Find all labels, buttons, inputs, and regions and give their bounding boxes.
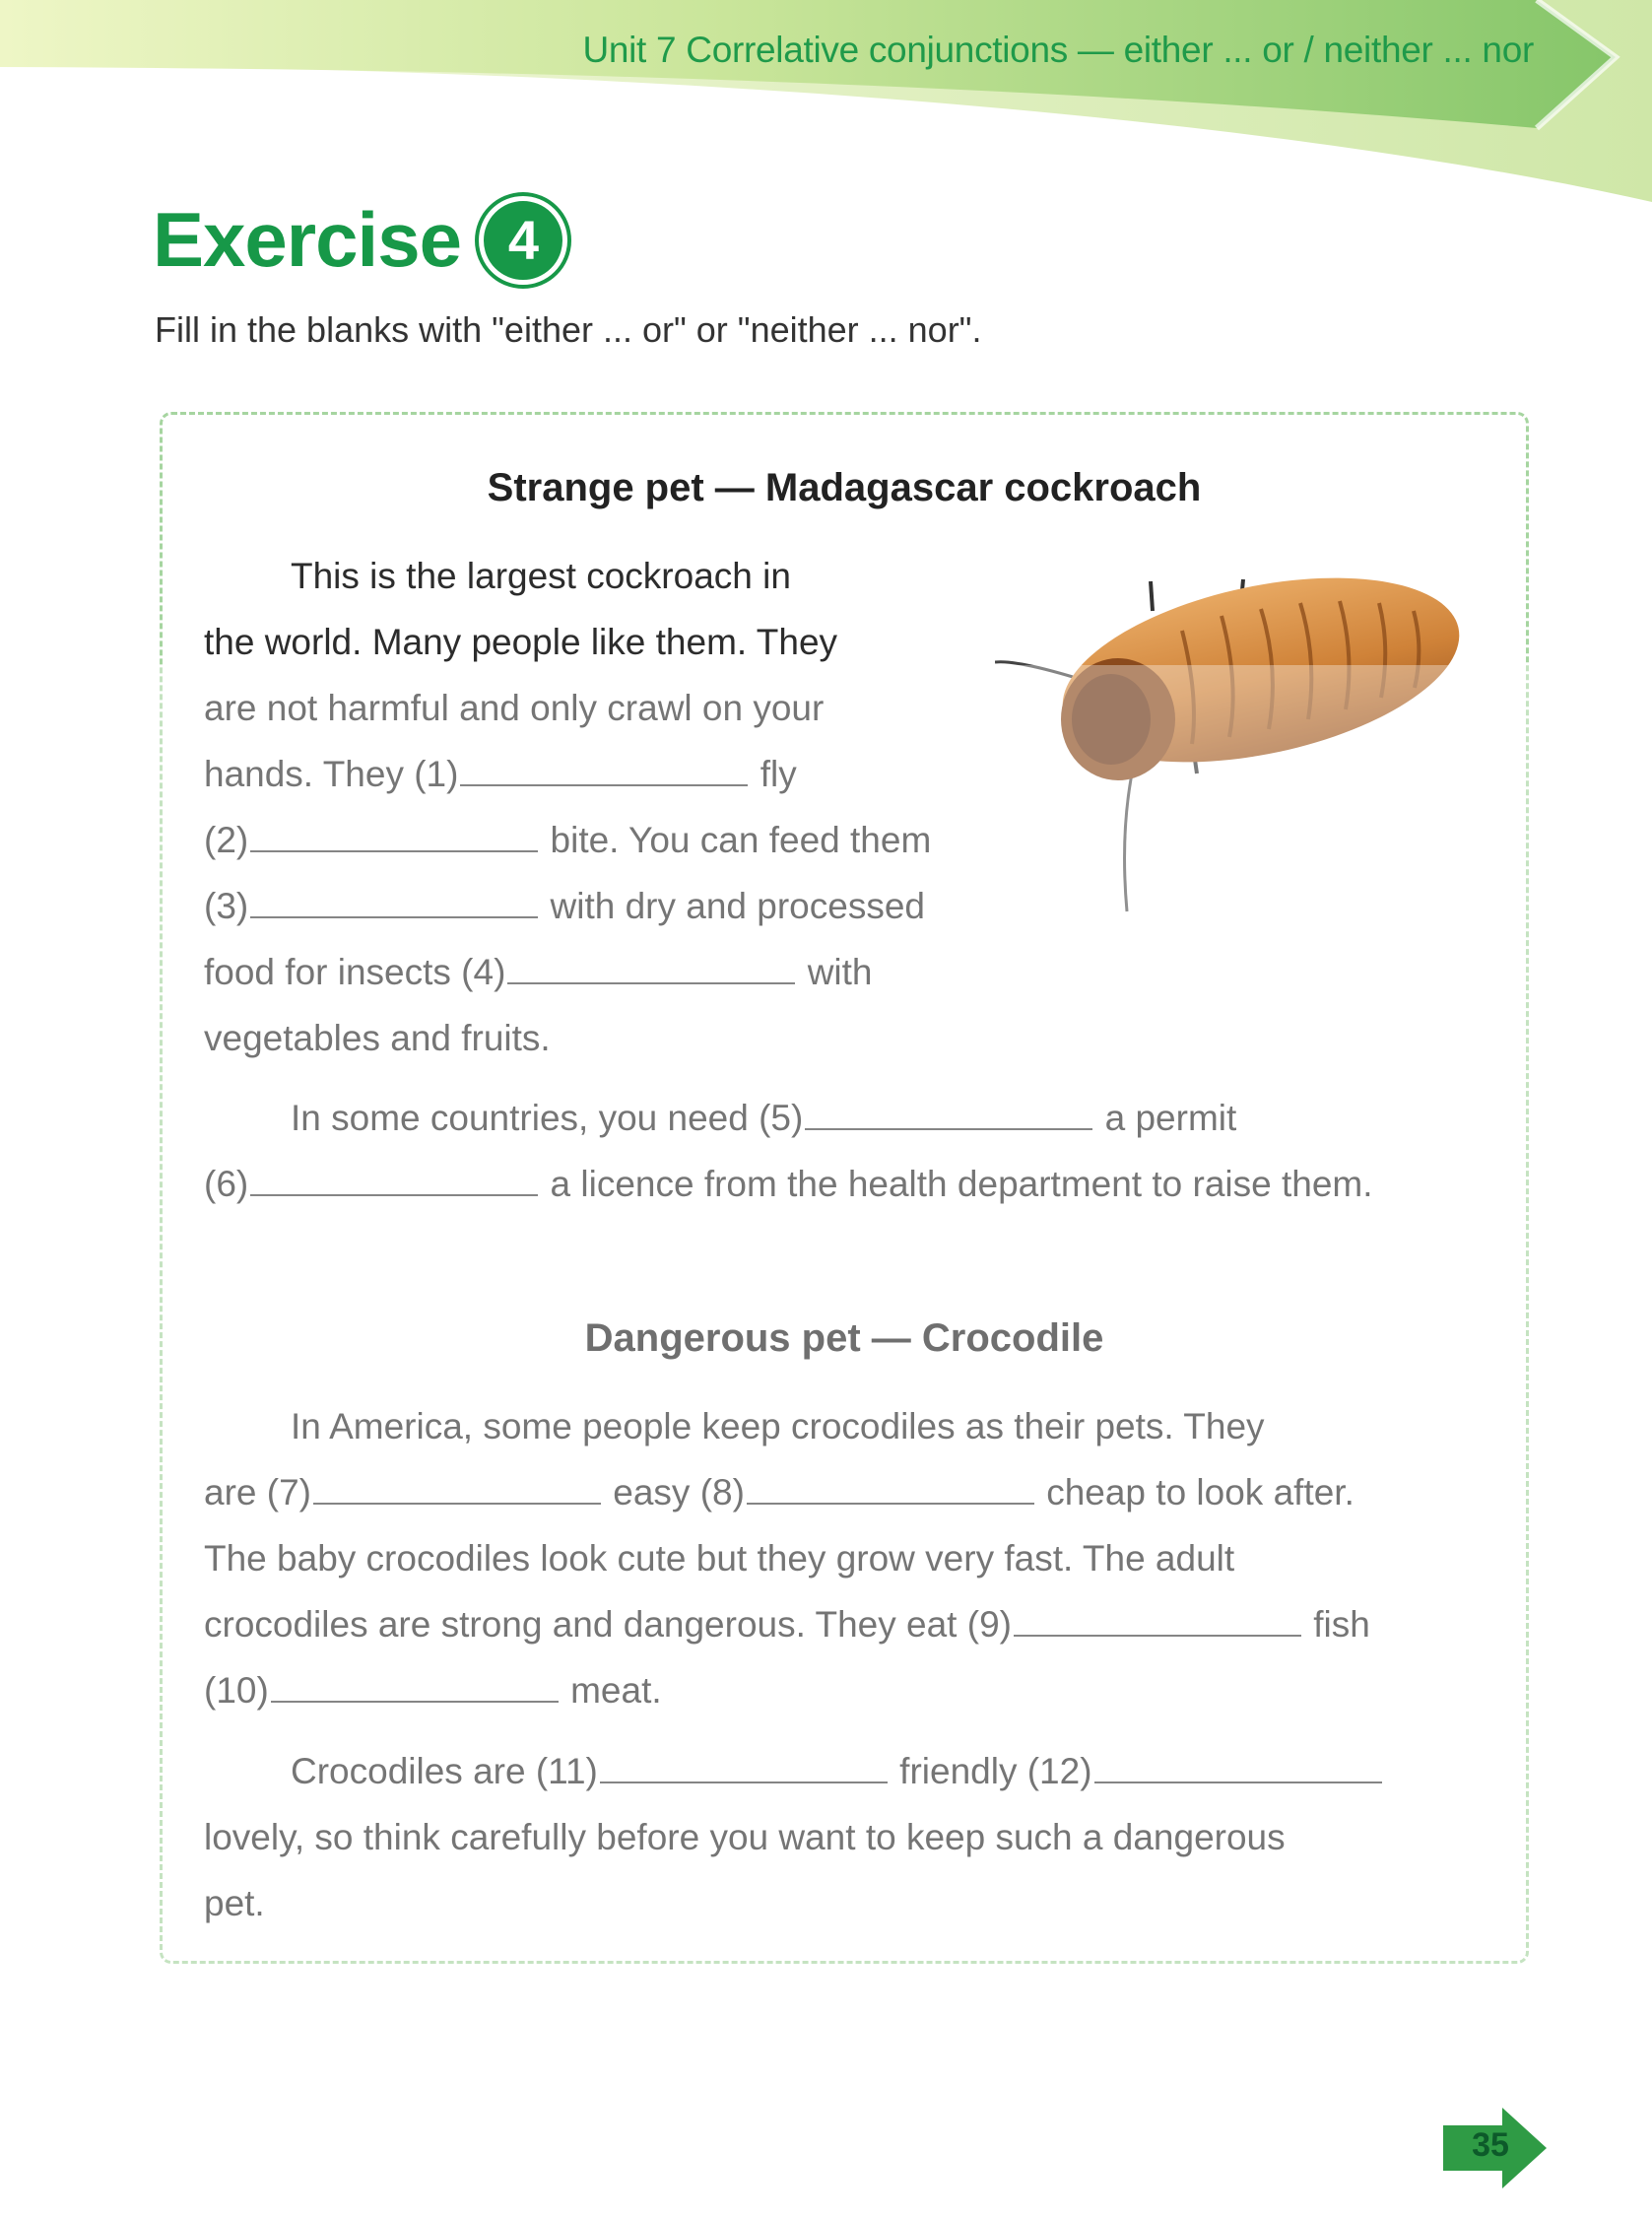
blank-7[interactable] — [313, 1473, 601, 1505]
exercise-heading — [153, 195, 567, 285]
text-line: The baby crocodiles look cute but they grow very fast. The adult — [204, 1538, 1235, 1579]
blank-11[interactable] — [600, 1752, 888, 1783]
exercise-number-badge: 4 — [479, 196, 567, 285]
blank-1[interactable] — [460, 755, 748, 786]
text-line: with — [807, 952, 873, 992]
text-line: (2) — [204, 820, 249, 860]
text-line: In some countries, you need (5) — [291, 1098, 804, 1138]
blank-5[interactable] — [805, 1099, 1092, 1130]
blank-6[interactable] — [250, 1165, 538, 1196]
text-line: (6) — [204, 1164, 249, 1204]
text-line: fly — [760, 754, 797, 794]
text-line: food for insects (4) — [204, 952, 506, 992]
text-line: fish — [1313, 1604, 1370, 1645]
text-line: Crocodiles are (11) — [291, 1751, 598, 1791]
story1-paragraph2 — [204, 1085, 1504, 1217]
text-line: pet. — [204, 1883, 265, 1923]
story2-paragraph1 — [204, 1393, 1504, 1723]
text-line: a licence from the health department to raise them. — [550, 1164, 1373, 1204]
story2-title: Dangerous pet — Crocodile — [584, 1316, 1104, 1360]
text-line: (10) — [204, 1670, 269, 1711]
text-line: vegetables and fruits. — [204, 1018, 551, 1058]
text-line: a permit — [1104, 1098, 1237, 1138]
text-line: are not harmful and only crawl on your — [204, 688, 825, 728]
text-line: (3) — [204, 886, 249, 926]
page-number: 35 — [1472, 2126, 1509, 2164]
exercise-word: Exercise — [153, 196, 461, 283]
cockroach-illustration — [995, 571, 1487, 926]
story1-paragraph1 — [204, 543, 1090, 1071]
text-line: meat. — [570, 1670, 662, 1711]
text-line: crocodiles are strong and dangerous. They eat (9) — [204, 1604, 1012, 1645]
text-line: friendly (12) — [899, 1751, 1092, 1791]
text-line: with dry and processed — [550, 886, 925, 926]
story2-paragraph2 — [204, 1738, 1504, 1936]
text-line: cheap to look after. — [1046, 1472, 1355, 1512]
blank-4[interactable] — [507, 953, 795, 984]
text-line: In America, some people keep crocodiles as their pets. They — [291, 1406, 1265, 1446]
text-line: This is the largest cockroach in — [291, 556, 791, 596]
text-line: hands. They (1) — [204, 754, 459, 794]
blank-12[interactable] — [1094, 1752, 1382, 1783]
story1-title: Strange pet — Madagascar cockroach — [487, 466, 1202, 509]
text-line: lovely, so think carefully before you want to keep such a dangerous — [204, 1817, 1286, 1857]
text-line: bite. You can feed them — [550, 820, 932, 860]
text-line: are (7) — [204, 1472, 311, 1512]
text-line: the world. Many people like them. They — [204, 622, 838, 662]
blank-2[interactable] — [250, 821, 538, 852]
unit-title: Unit 7 Correlative conjunctions — either ... or / neither ... nor — [582, 30, 1534, 70]
blank-9[interactable] — [1014, 1605, 1301, 1637]
blank-10[interactable] — [271, 1671, 559, 1703]
text-line: easy (8) — [613, 1472, 745, 1512]
blank-3[interactable] — [250, 887, 538, 918]
blank-8[interactable] — [747, 1473, 1034, 1505]
exercise-instruction: Fill in the blanks with "either ... or" or "neither ... nor". — [155, 309, 982, 350]
